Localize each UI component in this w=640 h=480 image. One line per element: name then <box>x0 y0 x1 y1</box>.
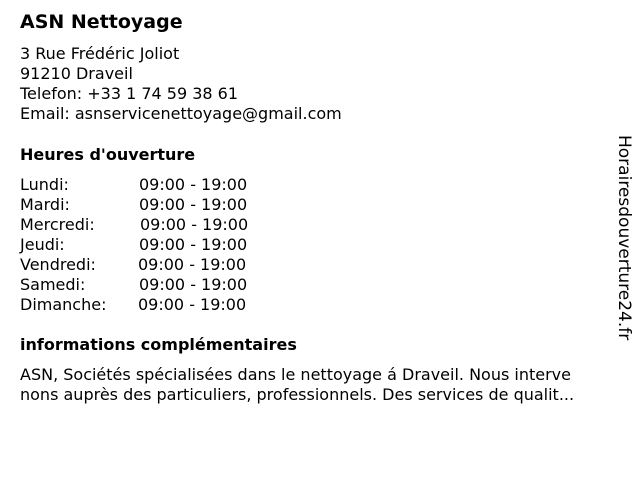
time-range: 09:00 - 19:00 <box>139 235 248 254</box>
day-label: Mercredi: <box>20 215 95 234</box>
time-range: 09:00 - 19:00 <box>139 195 248 214</box>
time-range: 09:00 - 19:00 <box>138 295 247 314</box>
business-name: ASN Nettoyage <box>20 11 183 33</box>
additional-info-heading: informations complémentaires <box>20 335 297 354</box>
phone-number[interactable]: Telefon: +33 1 74 59 38 61 <box>20 84 239 103</box>
time-range: 09:00 - 19:00 <box>139 175 248 194</box>
address-street: 3 Rue Frédéric Joliot <box>20 44 180 63</box>
description-line-1: ASN, Sociétés spécialisées dans le nettoyage á Draveil. Nous interve <box>20 365 571 384</box>
contact-block <box>20 44 342 124</box>
day-label: Lundi: <box>20 175 69 194</box>
time-range: 09:00 - 19:00 <box>138 255 247 274</box>
day-label: Mardi: <box>20 195 70 214</box>
site-watermark: Horairesdouverture24.fr <box>614 135 634 341</box>
day-label: Vendredi: <box>20 255 96 274</box>
time-range: 09:00 - 19:00 <box>140 215 249 234</box>
description-line-2: nons auprès des particuliers, professionnels. Des services de qualit... <box>20 385 575 404</box>
business-description <box>20 365 616 405</box>
opening-hours-heading: Heures d'ouverture <box>20 145 196 164</box>
day-label: Dimanche: <box>20 295 107 314</box>
day-label: Samedi: <box>20 275 86 294</box>
address-city: 91210 Draveil <box>20 64 133 83</box>
time-range: 09:00 - 19:00 <box>139 275 248 294</box>
day-label: Jeudi: <box>20 235 65 254</box>
email-address[interactable]: Email: asnservicenettoyage@gmail.com <box>20 104 342 123</box>
